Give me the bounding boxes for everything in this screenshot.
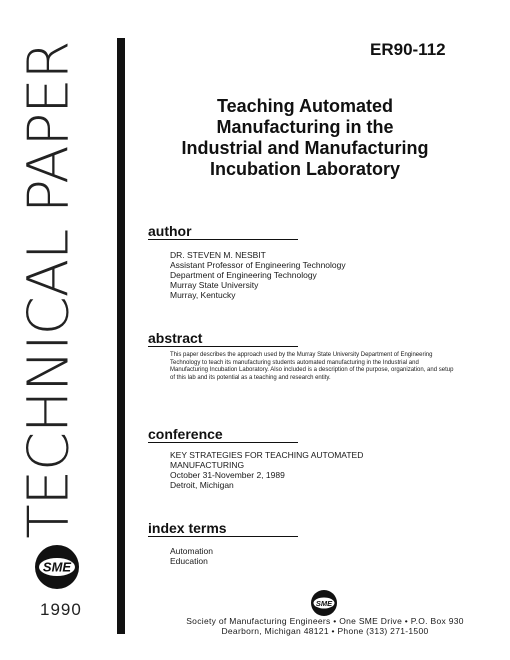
- conference-details: [170, 450, 363, 490]
- title-line: Manufacturing in the: [216, 117, 394, 137]
- publisher-contact-line: Dearborn, Michigan 48121 • Phone (313) 271-1500: [221, 626, 429, 636]
- publisher-footer: [180, 616, 470, 636]
- author-details: [170, 250, 346, 300]
- author-university: Murray State University: [170, 280, 259, 290]
- index-term: Automation: [170, 546, 213, 556]
- sme-logo: [33, 543, 81, 596]
- index-terms-list: [170, 546, 213, 566]
- footer-logo-text: SME: [315, 598, 333, 608]
- author-heading: author: [148, 223, 298, 240]
- abstract-text: This paper describes the approach used by the Murray State University Department of Engineering Technology to teach its manufacturing students automated manufacturing in the Industrial and Manufacturing Incubation Laboratory. Also included is a description of the purpose, organization, and setup of this lab and its potential as a teaching and research entity.: [170, 352, 454, 381]
- publisher-address-line: Society of Manufacturing Engineers • One SME Drive • P.O. Box 930: [186, 616, 464, 626]
- conference-name-cont: MANUFACTURING: [170, 460, 245, 470]
- title-line: Incubation Laboratory: [209, 159, 400, 179]
- conference-dates: October 31-November 2, 1989: [170, 470, 285, 480]
- report-number: ER90-112: [370, 40, 446, 59]
- sme-logo-text: SME: [42, 559, 72, 575]
- conference-name: KEY STRATEGIES FOR TEACHING AUTOMATED: [170, 450, 364, 460]
- author-name: DR. STEVEN M. NESBIT: [170, 250, 266, 260]
- paper-title: [160, 96, 450, 180]
- author-location: Murray, Kentucky: [170, 290, 236, 300]
- vertical-divider: [117, 38, 125, 634]
- index-terms-heading: index terms: [148, 520, 298, 537]
- title-line: Industrial and Manufacturing: [181, 138, 429, 158]
- series-title: TECHNICAL PAPER: [17, 40, 82, 539]
- index-term: Education: [170, 556, 208, 566]
- conference-location: Detroit, Michigan: [170, 480, 234, 490]
- author-title: Assistant Professor of Engineering Technology: [170, 260, 346, 270]
- title-line: Teaching Automated: [216, 96, 393, 116]
- abstract-heading: abstract: [148, 330, 298, 347]
- conference-heading: conference: [148, 426, 298, 443]
- author-department: Department of Engineering Technology: [170, 270, 317, 280]
- publication-year: 1990: [40, 600, 82, 619]
